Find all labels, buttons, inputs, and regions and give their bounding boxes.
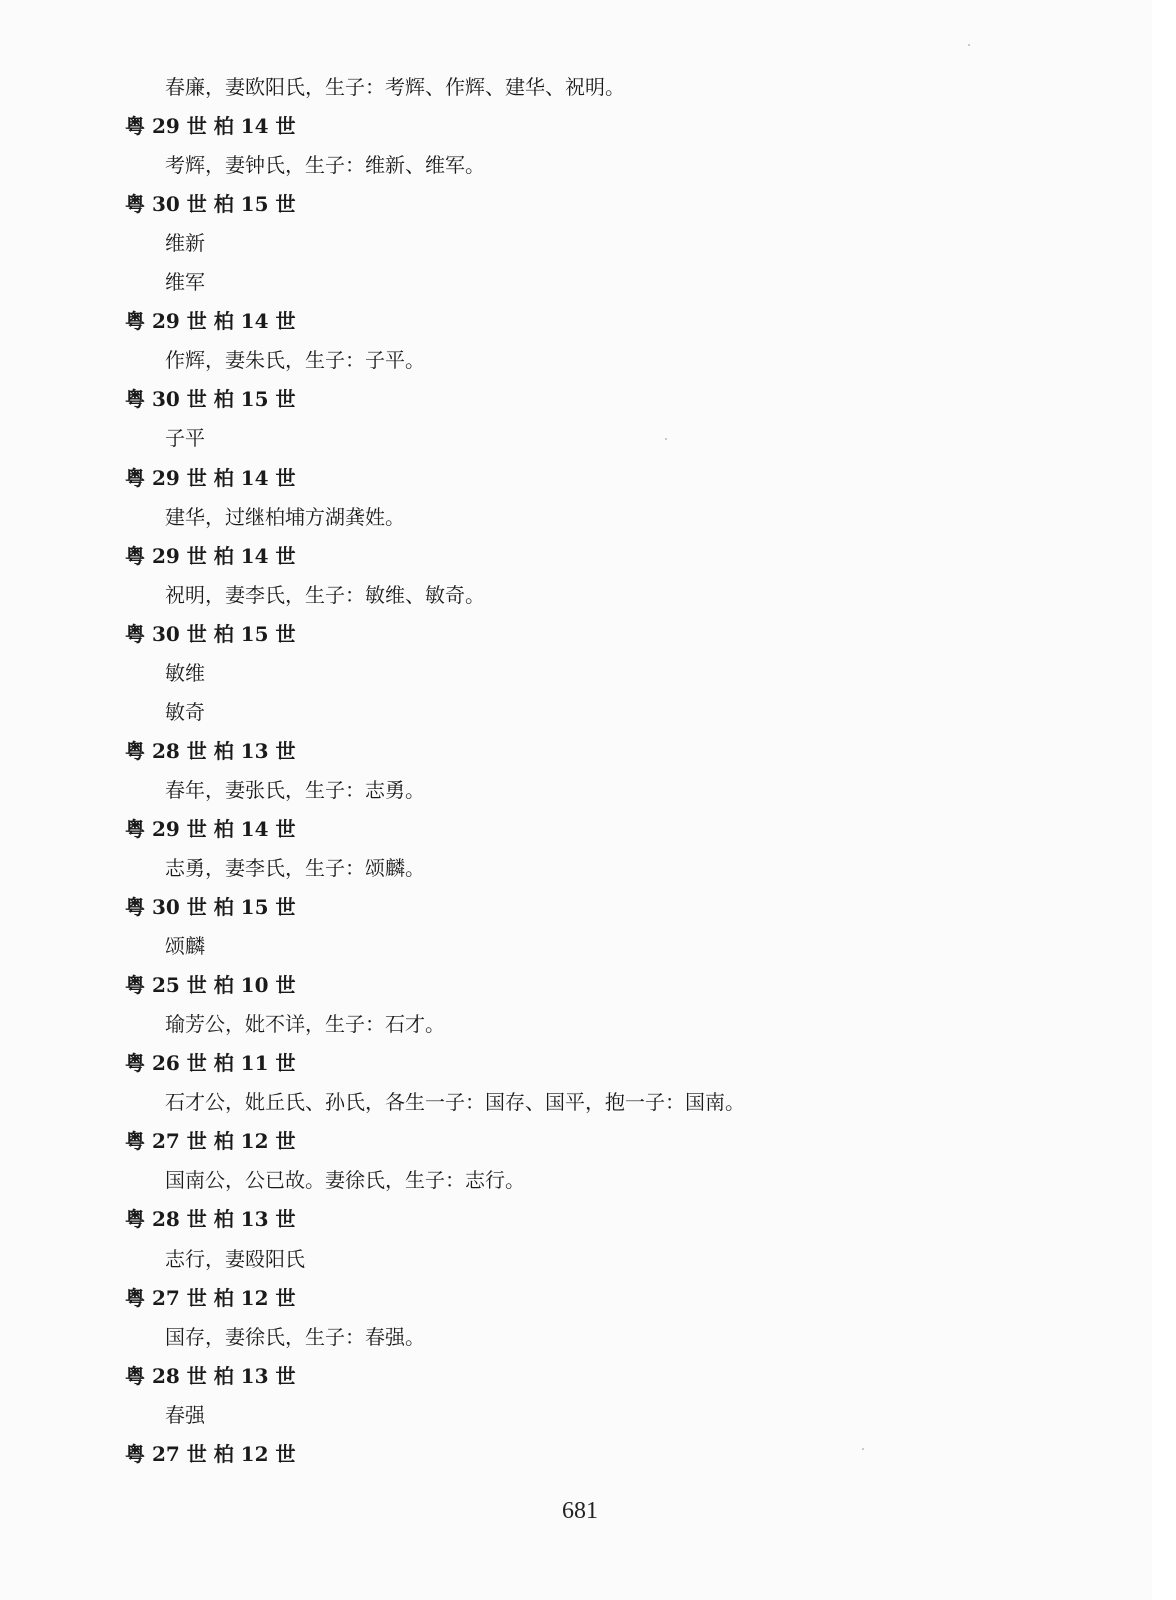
generation-heading: 粤 27 世 柏 12 世 (125, 1286, 296, 1310)
genealogy-entry: 春廉，妻欧阳氏，生子：考辉、作辉、建华、祝明。 (165, 75, 625, 99)
genealogy-entry: 敏维 (165, 661, 205, 685)
genealogy-entry: 志行，妻殴阳氏 (165, 1247, 305, 1271)
genealogy-entry: 石才公，妣丘氏、孙氏，各生一子：国存、国平，抱一子：国南。 (165, 1090, 745, 1114)
generation-heading: 粤 29 世 柏 14 世 (125, 817, 296, 841)
genealogy-entry: 祝明，妻李氏，生子：敏维、敏奇。 (165, 583, 485, 607)
generation-heading: 粤 28 世 柏 13 世 (125, 1364, 296, 1388)
generation-heading: 粤 30 世 柏 15 世 (125, 895, 296, 919)
genealogy-entry: 维军 (165, 270, 205, 294)
genealogy-entry: 建华，过继柏埔方湖龚姓。 (165, 505, 405, 529)
genealogy-entry: 春强 (165, 1403, 205, 1427)
genealogy-entry: 志勇，妻李氏，生子：颂麟。 (165, 856, 425, 880)
scan-margin (1152, 0, 1176, 1600)
genealogy-entry: 瑜芳公，妣不详，生子：石才。 (165, 1012, 445, 1036)
scan-speck (665, 438, 667, 440)
generation-heading: 粤 25 世 柏 10 世 (125, 973, 296, 997)
genealogy-entry: 作辉，妻朱氏，生子：子平。 (165, 348, 425, 372)
genealogy-entry: 春年，妻张氏，生子：志勇。 (165, 778, 425, 802)
scan-speck (968, 44, 970, 46)
genealogy-entry: 敏奇 (165, 700, 205, 724)
genealogy-entry: 考辉，妻钟氏，生子：维新、维军。 (165, 153, 485, 177)
generation-heading: 粤 29 世 柏 14 世 (125, 114, 296, 138)
scan-speck (862, 1448, 864, 1450)
genealogy-entry: 颂麟 (165, 934, 205, 958)
page-number: 681 (562, 1498, 598, 1524)
generation-heading: 粤 27 世 柏 12 世 (125, 1129, 296, 1153)
generation-heading: 粤 27 世 柏 12 世 (125, 1442, 296, 1466)
generation-heading: 粤 29 世 柏 14 世 (125, 544, 296, 568)
genealogy-entry: 国存，妻徐氏，生子：春强。 (165, 1325, 425, 1349)
generation-heading: 粤 28 世 柏 13 世 (125, 1207, 296, 1231)
genealogy-entry: 子平 (165, 426, 205, 450)
generation-heading: 粤 30 世 柏 15 世 (125, 192, 296, 216)
generation-heading: 粤 28 世 柏 13 世 (125, 739, 296, 763)
generation-heading: 粤 30 世 柏 15 世 (125, 387, 296, 411)
generation-heading: 粤 29 世 柏 14 世 (125, 309, 296, 333)
genealogy-entry: 国南公，公已故。妻徐氏，生子：志行。 (165, 1168, 525, 1192)
generation-heading: 粤 29 世 柏 14 世 (125, 466, 296, 490)
generation-heading: 粤 30 世 柏 15 世 (125, 622, 296, 646)
genealogy-entry: 维新 (165, 231, 205, 255)
generation-heading: 粤 26 世 柏 11 世 (125, 1051, 296, 1075)
